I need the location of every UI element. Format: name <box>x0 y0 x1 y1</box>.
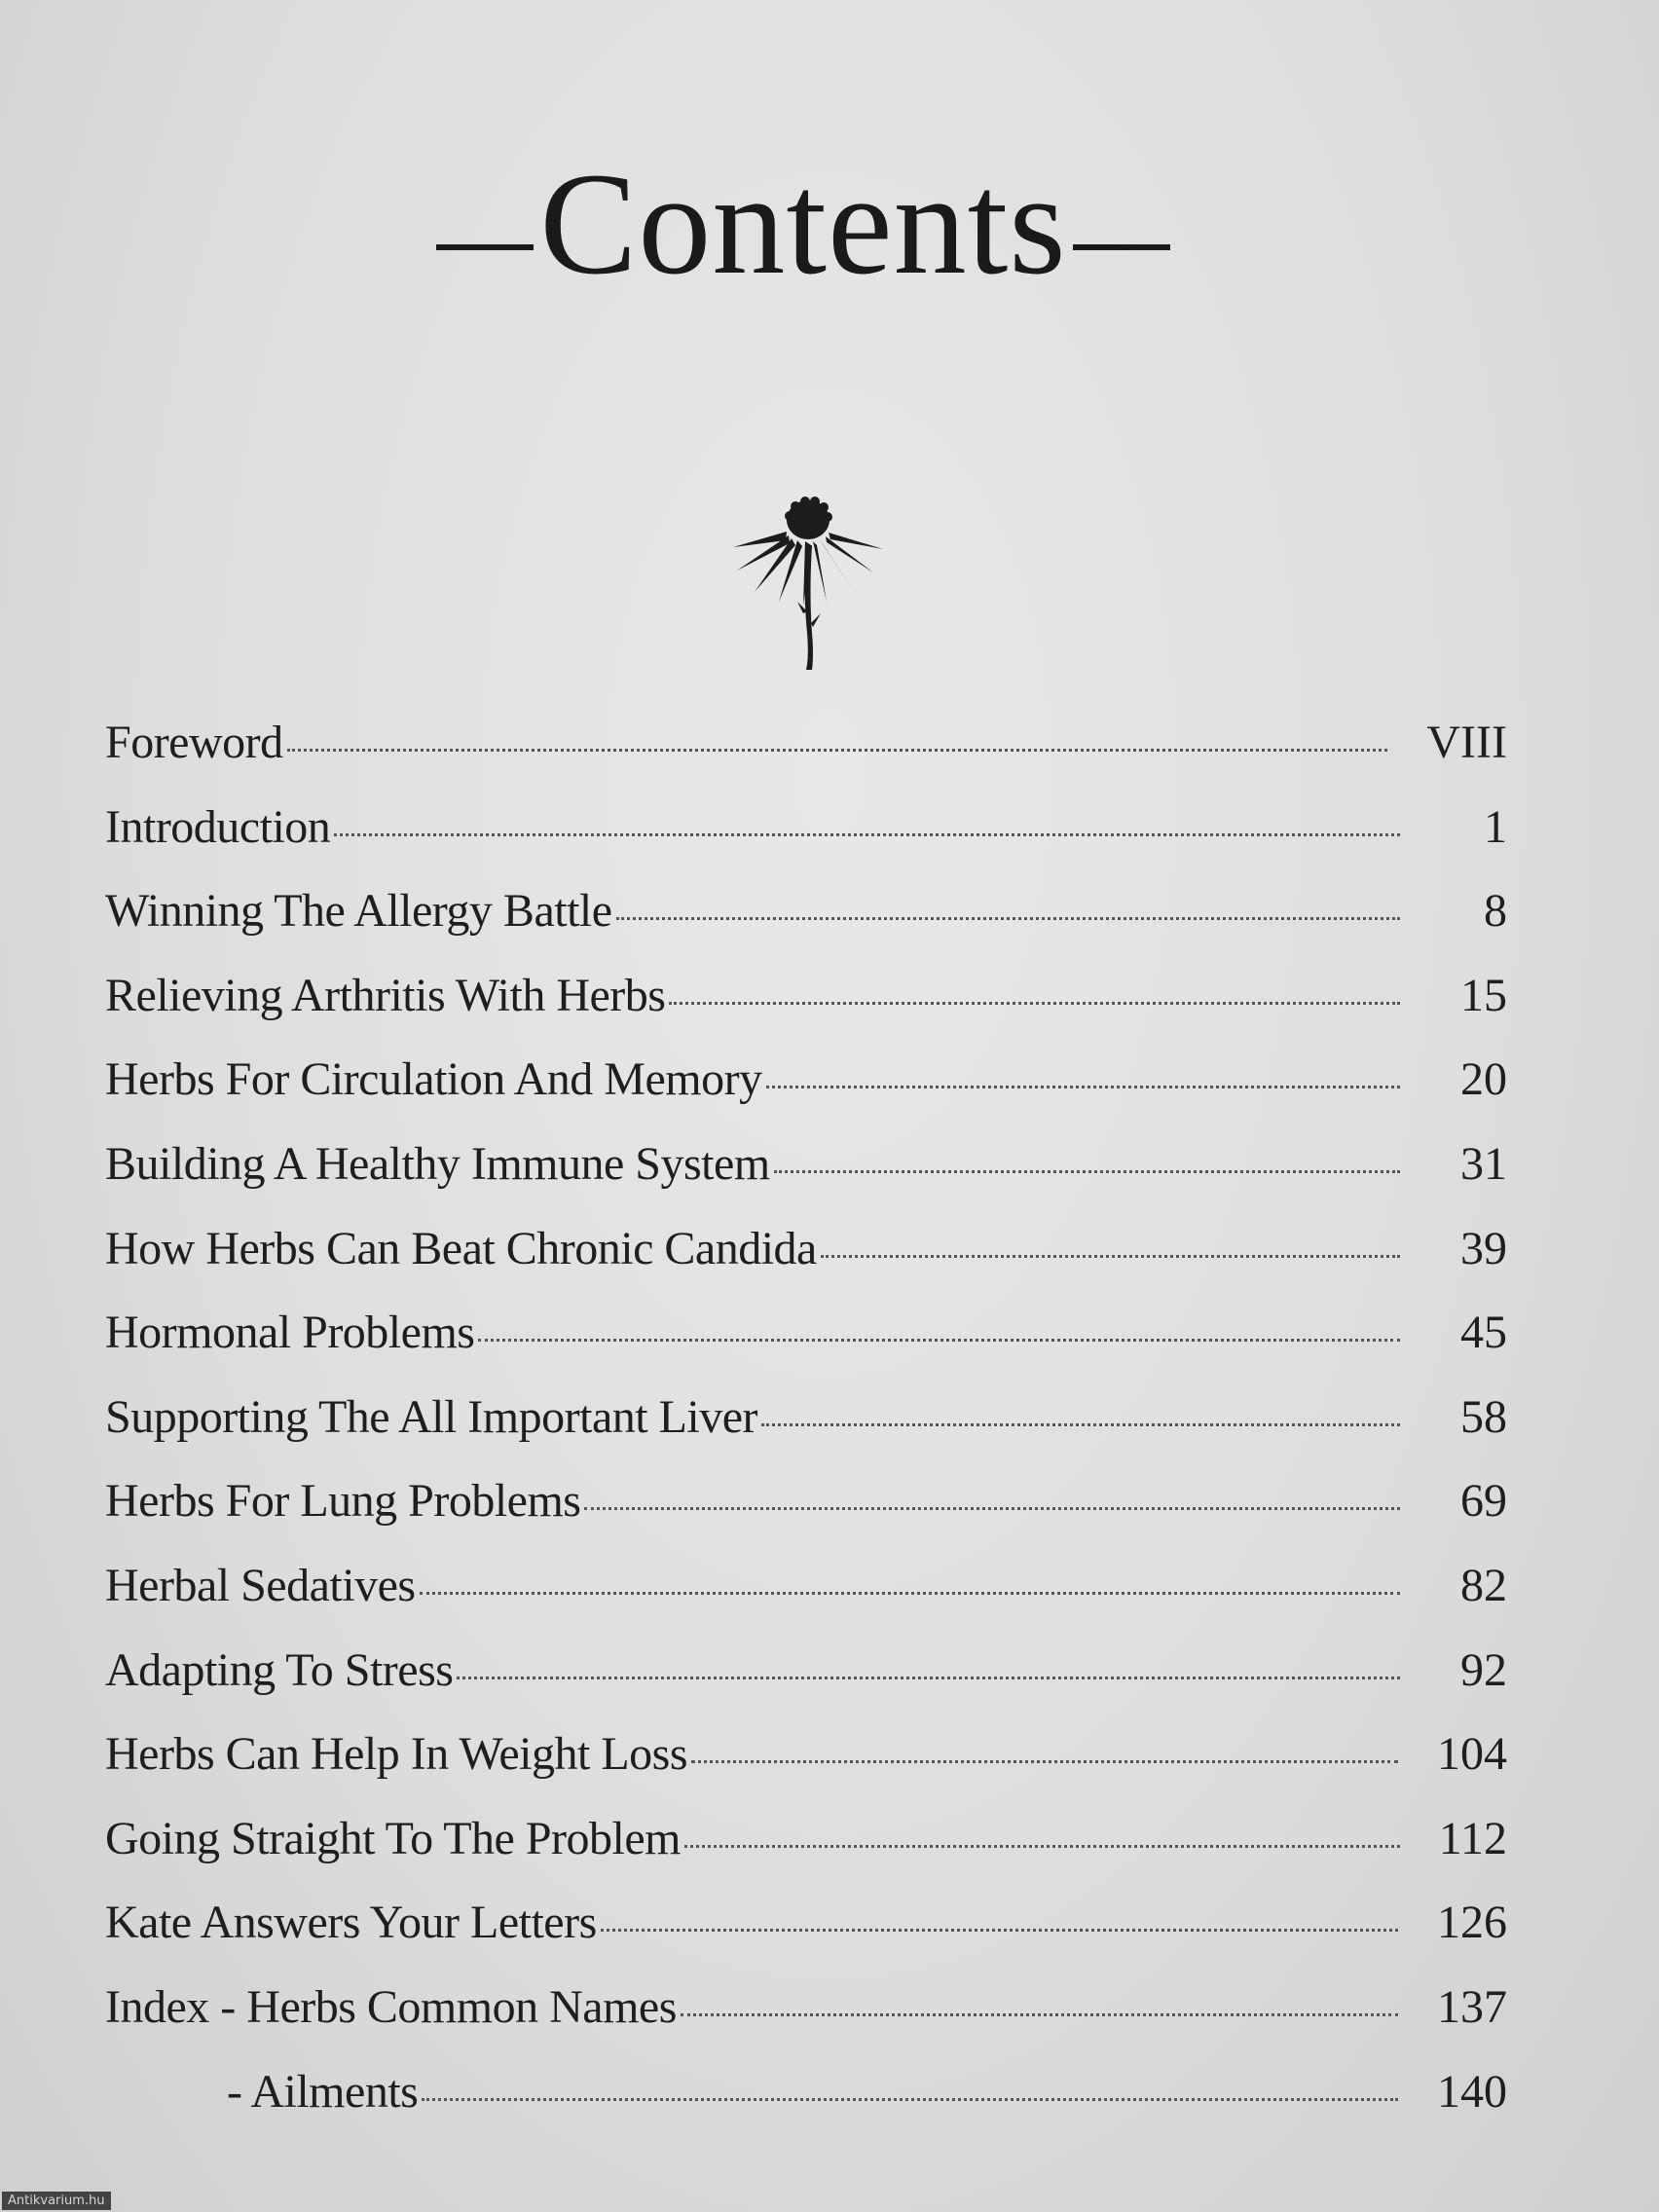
toc-entry <box>105 798 1507 883</box>
dot-leader <box>334 833 1400 836</box>
dot-leader <box>821 1255 1400 1258</box>
toc-entry-title: Herbal Sedatives <box>105 1559 416 1611</box>
toc-entry <box>105 1388 1507 1473</box>
toc-entry-title: Winning The Allergy Battle <box>105 885 612 938</box>
dot-leader <box>669 1002 1400 1005</box>
dot-leader <box>691 1760 1398 1763</box>
toc-entry-page-number: 45 <box>1460 1307 1507 1359</box>
toc-entry-title: Going Straight To The Problem <box>105 1812 682 1864</box>
toc-entry-page-number: 8 <box>1484 885 1507 938</box>
toc-entry <box>105 1135 1507 1220</box>
toc-entry-page-number: 58 <box>1460 1390 1507 1443</box>
toc-entry-page-number: 112 <box>1438 1812 1507 1864</box>
dot-leader <box>684 1845 1400 1848</box>
title-dash-right <box>1073 244 1170 250</box>
page-title <box>0 136 1606 312</box>
dot-leader <box>584 1507 1400 1510</box>
toc-entry-page-number: 137 <box>1437 1980 1507 2033</box>
coneflower-icon <box>725 487 891 672</box>
toc-entry-title: Kate Answers Your Letters <box>105 1897 597 1949</box>
dot-leader <box>761 1423 1400 1426</box>
toc-entry-title: Foreword <box>105 717 283 768</box>
toc-entry-title: Adapting To Stress <box>105 1643 454 1696</box>
toc-entry-title: Herbs For Lung Problems <box>105 1475 581 1528</box>
toc-entry <box>105 714 1507 798</box>
dot-leader <box>766 1086 1400 1088</box>
toc-entry-title: Herbs For Circulation And Memory <box>105 1053 762 1106</box>
toc-entry <box>105 1051 1507 1135</box>
dot-leader <box>478 1339 1400 1342</box>
toc-entry-title: Supporting The All Important Liver <box>105 1390 758 1443</box>
toc-entry-page-number: 31 <box>1460 1137 1507 1190</box>
toc-entry-page-number: 15 <box>1460 969 1507 1021</box>
toc-entry-page-number: VIII <box>1426 717 1507 768</box>
toc-entry-page-number: 39 <box>1460 1222 1507 1274</box>
dot-leader <box>457 1677 1400 1679</box>
toc-entry <box>105 1304 1507 1388</box>
toc-entry-title: How Herbs Can Beat Chronic Candida <box>105 1222 817 1274</box>
table-of-contents <box>105 714 1507 2147</box>
dot-leader <box>287 749 1388 752</box>
toc-entry-page-number: 140 <box>1437 2065 1507 2118</box>
dot-leader <box>601 1929 1398 1932</box>
dot-leader <box>420 1592 1400 1595</box>
dot-leader <box>681 2013 1398 2016</box>
dot-leader <box>616 917 1400 920</box>
toc-entry <box>105 1641 1507 1726</box>
toc-entry <box>105 1725 1507 1810</box>
toc-entry <box>105 882 1507 967</box>
toc-entry-title: - Ailments <box>227 2065 419 2118</box>
toc-entry-page-number: 20 <box>1460 1053 1507 1106</box>
dot-leader <box>422 2098 1398 2101</box>
toc-entry-title: Relieving Arthritis With Herbs <box>105 969 666 1021</box>
toc-entry-page-number: 92 <box>1460 1643 1507 1696</box>
toc-entry-page-number: 69 <box>1460 1475 1507 1528</box>
toc-entry <box>105 1220 1507 1305</box>
toc-entry-page-number: 104 <box>1437 1728 1507 1781</box>
toc-entry <box>105 1978 1507 2063</box>
toc-entry-title: Building A Healthy Immune System <box>105 1137 770 1190</box>
toc-entry-page-number: 1 <box>1484 800 1507 853</box>
title-text: Contents <box>539 143 1067 305</box>
toc-entry-title: Hormonal Problems <box>105 1307 475 1359</box>
toc-entry-page-number: 82 <box>1460 1559 1507 1611</box>
toc-entry-page-number: 126 <box>1437 1897 1507 1949</box>
toc-entry <box>105 1472 1507 1557</box>
watermark: Antikvarium.hu <box>2 2192 111 2210</box>
toc-entry-title: Introduction <box>105 800 331 853</box>
toc-entry-title: Index - Herbs Common Names <box>105 1980 677 2033</box>
toc-entry <box>105 1894 1507 1978</box>
toc-entry <box>105 1810 1507 1895</box>
toc-entry <box>105 1557 1507 1641</box>
toc-entry-title: Herbs Can Help In Weight Loss <box>105 1728 687 1781</box>
dot-leader <box>774 1170 1400 1173</box>
toc-entry <box>105 967 1507 1051</box>
toc-entry <box>105 2063 1507 2148</box>
title-dash-left <box>436 244 534 250</box>
